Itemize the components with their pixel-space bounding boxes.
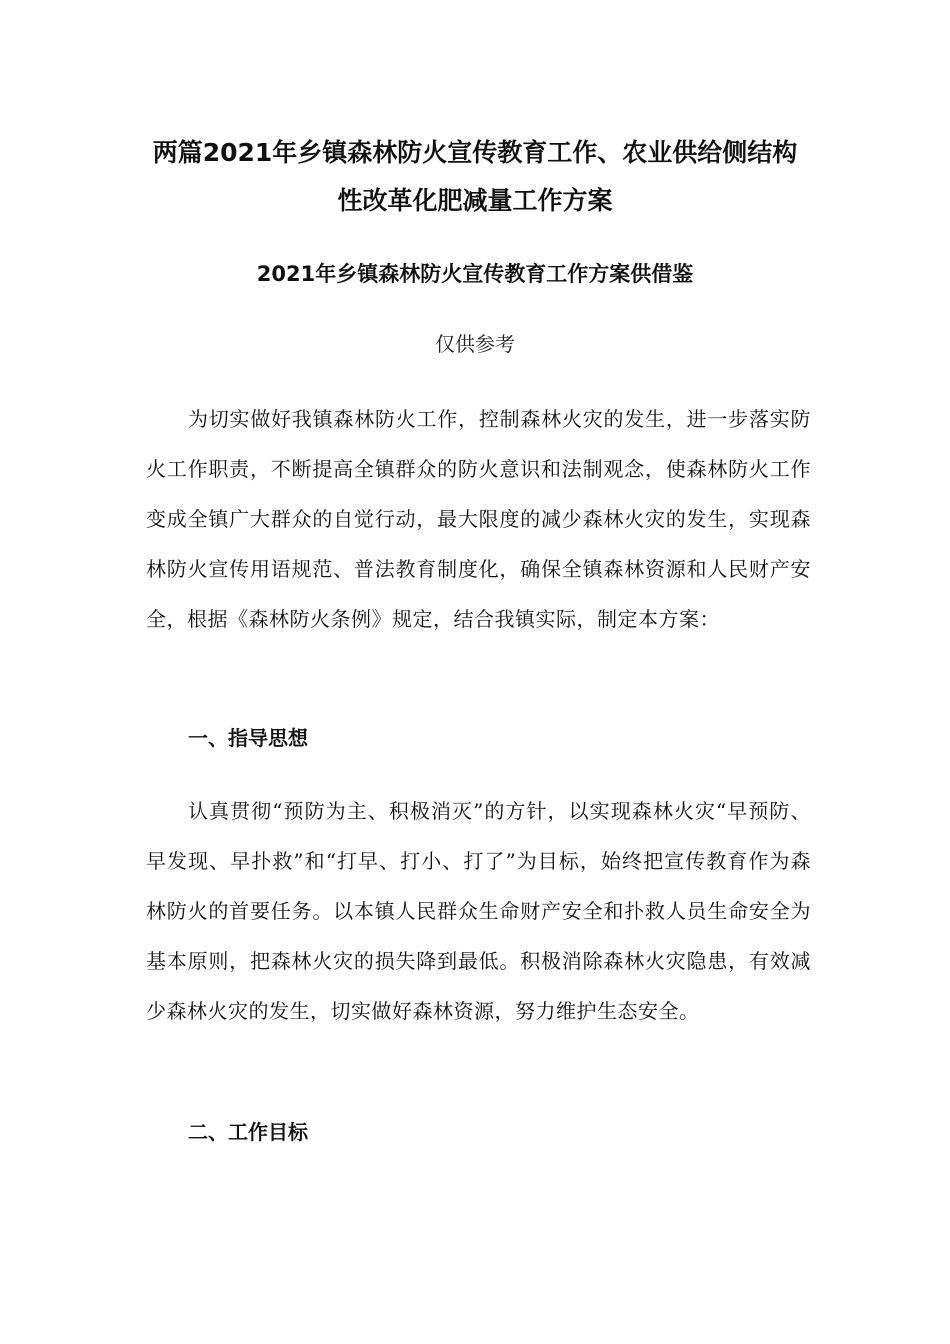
reference-note: 仅供参考 xyxy=(435,332,515,356)
section-heading-work-goals: 二、工作目标 xyxy=(188,1120,308,1144)
section-heading-guiding-ideology: 一、指导思想 xyxy=(188,726,308,750)
document-subtitle: 2021年乡镇森林防火宣传教育工作方案供借鉴 xyxy=(256,262,694,286)
document-title-line2: 性改革化肥减量工作方案 xyxy=(337,186,613,215)
section-paragraph-guiding-ideology: 认真贯彻“预防为主、积极消灭”的方针，以实现森林火灾“早预防、早发现、早扑救”和“打早、打小、打了”为目标，始终把宣传教育作为森林防火的首要任务。以本镇人民群众生命财产安全和扑救人员生命安全为基本原则，把森林火灾的损失降到最低。积极消除森林火灾隐患，有效减少森林火灾的发生，切实做好森林资源，努力维护生态安全。 xyxy=(146,799,811,1023)
intro-paragraph: 为切实做好我镇森林防火工作，控制森林火灾的发生，进一步落实防火工作职责，不断提高全镇群众的防火意识和法制观念，使森林防火工作变成全镇广大群众的自觉行动，最大限度的减少森林火灾的发生，实现森林防火宣传用语规范、普法教育制度化，确保全镇森林资源和人民财产安全，根据《森林防火条例》规定，结合我镇实际，制定本方案： xyxy=(146,407,811,631)
document-title-line1: 两篇2021年乡镇森林防火宣传教育工作、农业供给侧结构 xyxy=(152,138,798,167)
